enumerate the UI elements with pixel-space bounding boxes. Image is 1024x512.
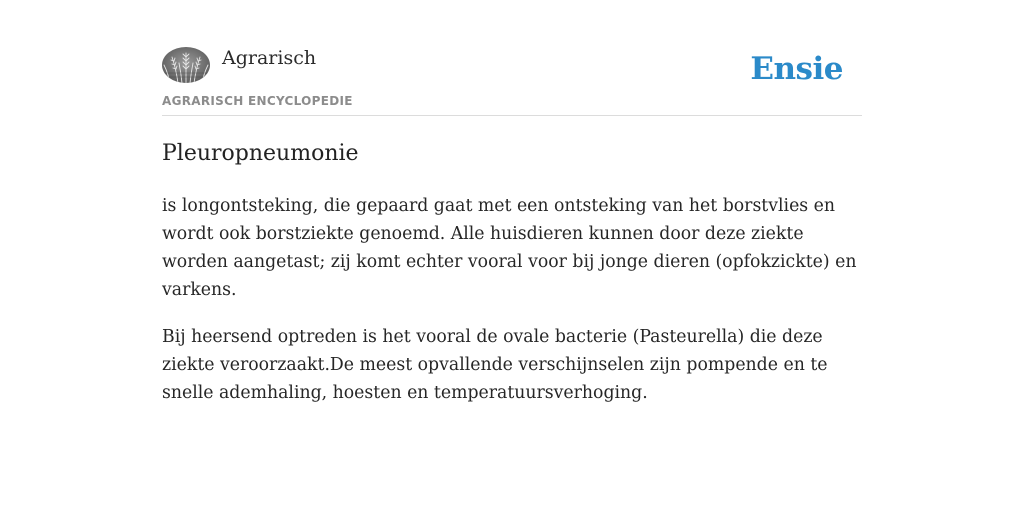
main-container bbox=[162, 0, 862, 403]
wheat-ears-logo-icon bbox=[162, 47, 210, 83]
article-paragraph: Bij heersend optreden is het vooral de ovale bacterie (Pasteurella) die deze ziekte veroorzaakt.De meest opvallende verschijnselen zijn pompende en te snelle ademhaling, hoesten en temperatuursverhoging. bbox=[162, 327, 828, 403]
article-paragraph: is longontsteking, die gepaard gaat met een ontsteking van het borstvlies en wordt ook borstziekte genoemd. Alle huisdieren kunnen door deze ziekte worden aangetast; zij komt echter vooral voor bij jonge dieren (opfokzickte) en varkens. bbox=[162, 196, 857, 300]
site-subtitle[interactable]: AGRARISCH ENCYCLOPEDIE bbox=[162, 94, 353, 108]
logo-link[interactable] bbox=[162, 47, 210, 83]
site-header bbox=[162, 0, 862, 116]
brand-logo-link[interactable]: Ensie bbox=[750, 51, 843, 87]
article-body bbox=[162, 192, 862, 426]
page-title: Pleuropneumonie bbox=[162, 141, 359, 166]
site-name[interactable]: Agrarisch bbox=[222, 47, 317, 69]
